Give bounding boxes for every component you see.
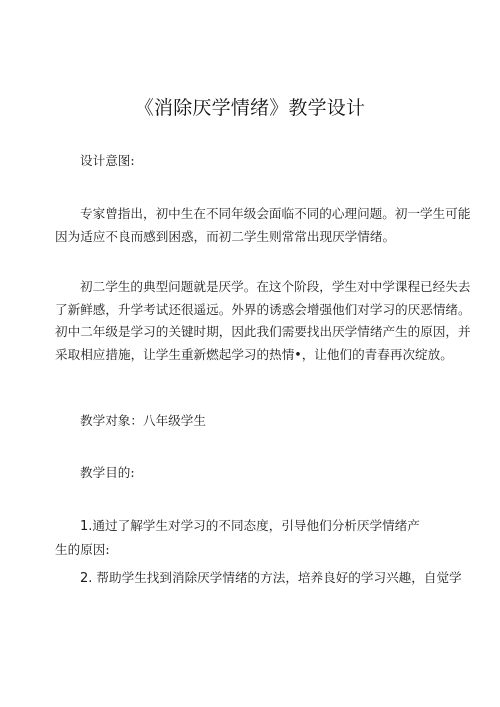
paragraph-line: 采取相应措施，让学生重新燃起学习的热情•，让他们的青春再次绽放。	[55, 346, 453, 362]
goal-line: 2. 帮助学生找到消除厌学情绪的方法，培养良好的学习兴趣，自觉学	[80, 570, 462, 586]
paragraph-line: 初二学生的典型问题就是厌学。在这个阶段，学生对中学课程已经失去	[80, 279, 471, 294]
goal-number: 2.	[80, 571, 93, 586]
paragraph-analysis	[55, 276, 471, 366]
goal-item-2	[55, 567, 462, 591]
goals-heading: 教学目的:	[80, 465, 135, 480]
paragraph-line: 专家曾指出，初中生在不同年级会面临不同的心理问题。初一学生可能	[80, 206, 471, 221]
paragraph-line: 初中二年级是学习的关键时期，因此我们需要找出厌学情绪产生的原因，并	[55, 324, 471, 339]
paragraph-line: 因为适应不良而感到困惑，而初二学生则常常出现厌学情绪。	[55, 228, 396, 244]
goal-item-1	[55, 515, 450, 561]
goal-number: 1.	[80, 519, 93, 534]
design-intent-heading: 设计意图:	[80, 153, 135, 168]
goal-line: 1.通过了解学生对学习的不同态度，引导他们分析厌学情绪产	[80, 518, 420, 534]
document-title: 《消除厌学情绪》教学设计	[134, 97, 366, 119]
teaching-target: 教学对象：八年级学生	[80, 413, 206, 428]
paragraph-line: 了新鲜感，升学考试还很遥远。外界的诱惑会增强他们对学习的厌恶情绪。	[55, 301, 471, 317]
goal-line: 生的原因:	[55, 541, 110, 557]
paragraph-intro	[55, 203, 471, 248]
